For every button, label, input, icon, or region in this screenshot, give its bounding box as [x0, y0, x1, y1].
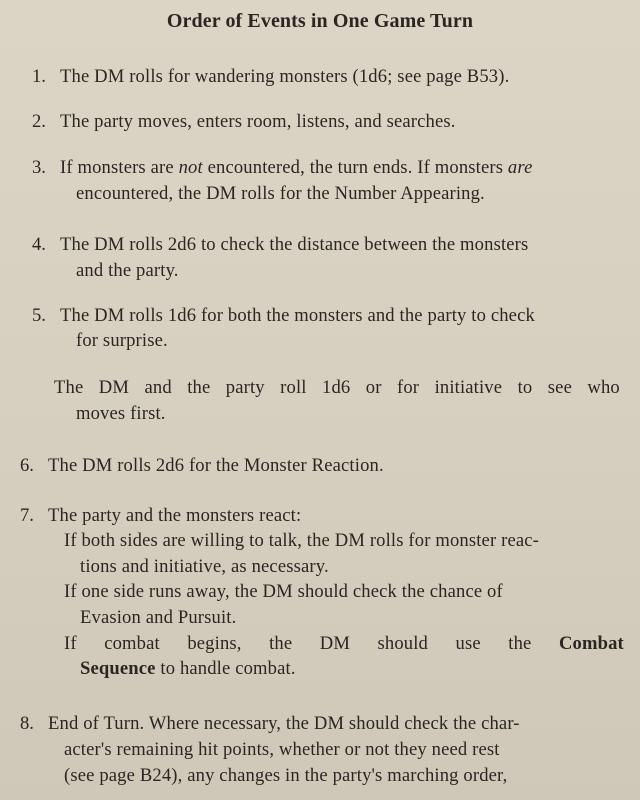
- item-7-talk-line-2: tions and initiative, as necessary.: [80, 556, 329, 577]
- initiative-paragraph-line-2: moves first.: [76, 403, 166, 424]
- item-3-line-2: encountered, the DM rolls for the Number Appearing.: [76, 183, 485, 204]
- item-number-1: 1.: [32, 66, 46, 87]
- item-number-6: 6.: [20, 455, 34, 476]
- item-8-line-1: End of Turn. Where necessary, the DM should check the char-: [48, 713, 520, 734]
- item-6-text: The DM rolls 2d6 for the Monster Reaction.: [48, 455, 384, 476]
- item-7-combat-line-1: If combat begins, the DM should use the Combat: [64, 633, 624, 654]
- item-2-text: The party moves, enters room, listens, and searches.: [60, 111, 456, 132]
- item-number-2: 2.: [32, 111, 46, 132]
- item-number-7: 7.: [20, 505, 34, 526]
- item-5-line-2: for surprise.: [76, 330, 168, 351]
- initiative-paragraph-line-1: The DM and the party roll 1d6 or for initiative to see who: [54, 377, 620, 398]
- page-title: Order of Events in One Game Turn: [166, 10, 474, 32]
- item-number-3: 3.: [32, 157, 46, 178]
- item-number-5: 5.: [32, 305, 46, 326]
- item-number-8: 8.: [20, 713, 34, 734]
- item-1-text: The DM rolls for wandering monsters (1d6; see page B53).: [60, 66, 510, 87]
- item-4-line-2: and the party.: [76, 260, 179, 281]
- item-5-line-1: The DM rolls 1d6 for both the monsters and the party to check: [60, 305, 535, 326]
- item-7-combat-line-2: Sequence to handle combat.: [80, 658, 296, 679]
- item-7-talk-line-1: If both sides are willing to talk, the DM rolls for monster reac-: [64, 530, 539, 551]
- item-8-line-2: acter's remaining hit points, whether or not they need rest: [64, 739, 500, 760]
- item-4-line-1: The DM rolls 2d6 to check the distance between the monsters: [60, 234, 529, 255]
- item-3-line-1: If monsters are not encountered, the turn ends. If monsters are: [60, 157, 533, 178]
- item-number-4: 4.: [32, 234, 46, 255]
- item-7-run-line-2: Evasion and Pursuit.: [80, 607, 237, 628]
- item-7-line-1: The party and the monsters react:: [48, 505, 302, 526]
- item-7-run-line-1: If one side runs away, the DM should check the chance of: [64, 581, 503, 602]
- item-8-line-3: (see page B24), any changes in the party's marching order,: [64, 765, 508, 786]
